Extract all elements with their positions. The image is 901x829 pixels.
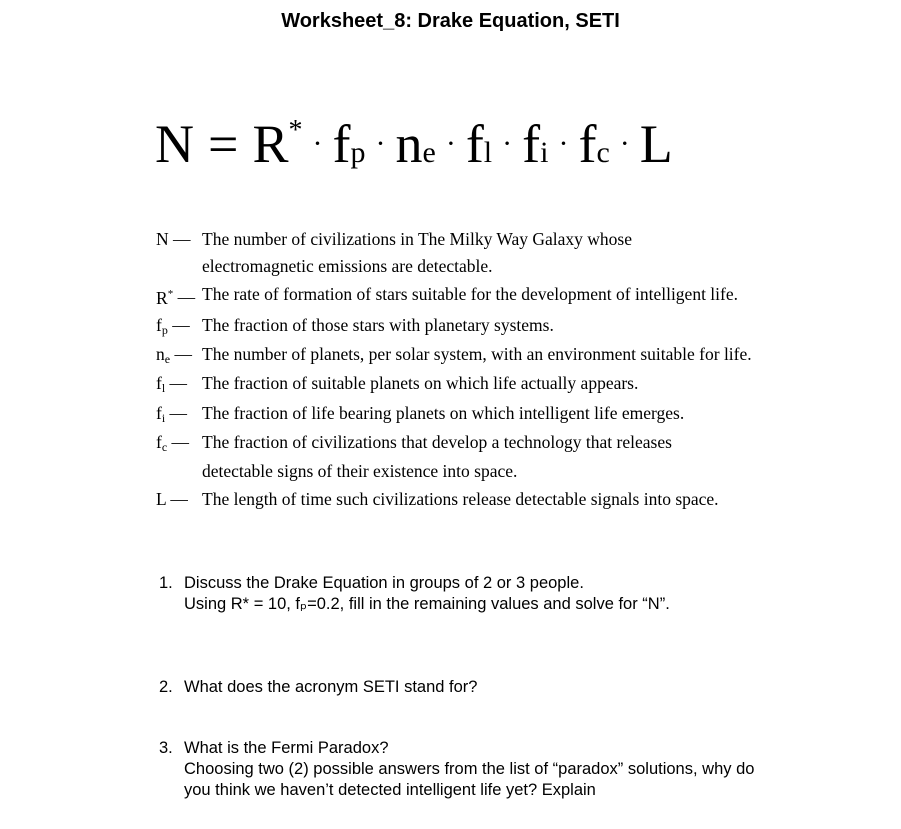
- definition-text: The number of planets, per solar system, with an environment suitable for life.: [202, 344, 752, 365]
- definition-text: The fraction of life bearing planets on which intelligent life emerges.: [202, 402, 685, 423]
- multiply-dot: ·: [619, 126, 630, 160]
- definition-text: The fraction of suitable planets on which life actually appears.: [202, 373, 639, 394]
- question-number: 3.: [159, 739, 173, 757]
- factor-r-star: R*: [252, 114, 303, 174]
- definition-symbol: fi —: [156, 402, 188, 425]
- multiply-dot: ·: [375, 126, 386, 160]
- definition-text: The length of time such civilizations release detectable signals into space.: [202, 488, 719, 509]
- worksheet-title: Worksheet_8: Drake Equation, SETI: [281, 10, 620, 32]
- definition-row: [156, 312, 816, 341]
- question-text: What does the acronym SETI stand for?: [184, 678, 478, 696]
- definition-symbol: N —: [156, 229, 191, 249]
- factor-fi: fi: [522, 114, 549, 174]
- question-text: What is the Fermi Paradox?: [184, 739, 389, 757]
- question-number: 2.: [159, 678, 173, 696]
- question-item: [159, 677, 477, 698]
- definition-row: [156, 253, 816, 280]
- question-text: you think we haven’t detected intelligent life yet? Explain: [184, 781, 596, 799]
- definition-text: The rate of formation of stars suitable for the development of intelligent life.: [202, 283, 739, 304]
- definition-row: [156, 429, 816, 458]
- factor-ne: ne: [395, 114, 436, 174]
- definition-row: [156, 458, 816, 485]
- multiply-dot: ·: [312, 126, 323, 160]
- definition-text: detectable signs of their existence into space.: [202, 461, 518, 482]
- definition-symbol: fc —: [156, 431, 190, 454]
- question-item: [159, 573, 670, 615]
- equals-sign: =: [208, 114, 239, 174]
- question-number: 1.: [159, 574, 173, 592]
- question-item: [159, 738, 819, 801]
- definition-row: [156, 486, 816, 513]
- definition-symbol: R* —: [156, 287, 196, 308]
- question-text: Choosing two (2) possible answers from the list of “paradox” solutions, why do: [184, 760, 755, 778]
- definition-text: The fraction of civilizations that develop a technology that releases: [202, 431, 672, 452]
- definition-symbol: fp —: [156, 314, 190, 337]
- question-text: Discuss the Drake Equation in groups of 2 or 3 people.: [184, 574, 584, 592]
- factor-fl: fl: [465, 114, 493, 174]
- definition-symbol: fl —: [156, 373, 188, 396]
- definition-row: [156, 400, 816, 429]
- definition-text: electromagnetic emissions are detectable.: [202, 256, 493, 277]
- question-text: Using R* = 10, fₚ=0.2, fill in the remaining values and solve for “N”.: [184, 595, 670, 613]
- multiply-dot: ·: [445, 126, 456, 160]
- definition-symbol: L —: [156, 488, 188, 509]
- definition-text: The fraction of those stars with planetary systems.: [202, 314, 554, 335]
- drake-equation: [155, 100, 673, 188]
- definition-text: The number of civilizations in The Milky Way Galaxy whose: [202, 229, 633, 249]
- factor-fc: fc: [578, 114, 610, 174]
- equation-lhs: N: [155, 114, 194, 174]
- definitions-list: [156, 226, 816, 513]
- multiply-dot: ·: [558, 126, 569, 160]
- definition-row: [156, 281, 816, 312]
- factor-l: L: [639, 114, 673, 174]
- definition-row: [156, 226, 816, 253]
- definition-row: [156, 341, 816, 370]
- definition-row: [156, 370, 816, 399]
- factor-fp: fp: [332, 114, 366, 174]
- definition-symbol: ne —: [156, 344, 192, 367]
- multiply-dot: ·: [502, 126, 513, 160]
